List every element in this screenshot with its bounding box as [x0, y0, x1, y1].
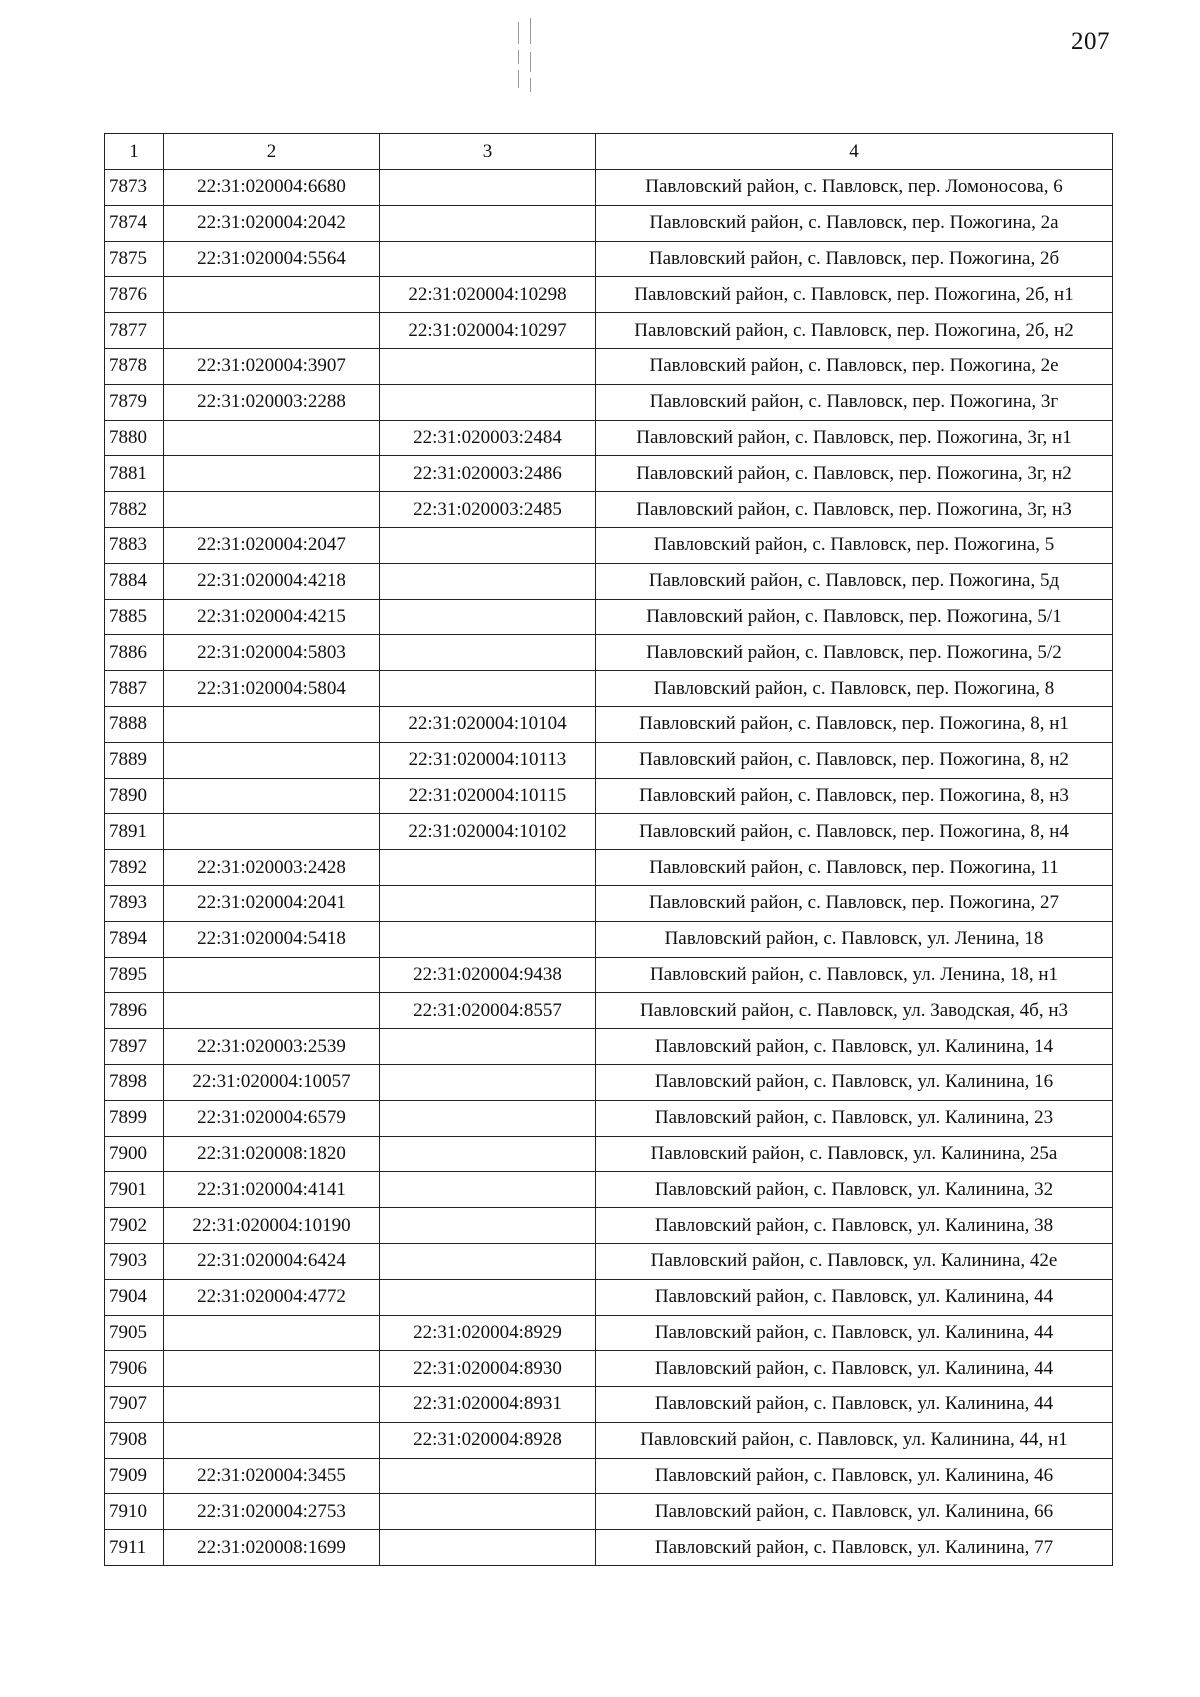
row-number: 7875: [105, 241, 164, 277]
row-number: 7910: [105, 1494, 164, 1530]
address: Павловский район, с. Павловск, пер. Пожогина, 3г, н1: [596, 420, 1113, 456]
land-cadastral-number: 22:31:020004:4218: [164, 563, 380, 599]
building-cadastral-number: 22:31:020004:10113: [380, 742, 596, 778]
table-row: [105, 527, 1113, 563]
table-row: [105, 706, 1113, 742]
address: Павловский район, с. Павловск, ул. Ленина, 18, н1: [596, 957, 1113, 993]
land-cadastral-number: [164, 1422, 380, 1458]
row-number: 7879: [105, 384, 164, 420]
row-number: 7909: [105, 1458, 164, 1494]
land-cadastral-number: 22:31:020004:2047: [164, 527, 380, 563]
building-cadastral-number: 22:31:020004:10115: [380, 778, 596, 814]
building-cadastral-number: [380, 1458, 596, 1494]
table-row: [105, 1315, 1113, 1351]
row-number: 7893: [105, 885, 164, 921]
address: Павловский район, с. Павловск, ул. Калинина, 44: [596, 1351, 1113, 1387]
row-number: 7883: [105, 527, 164, 563]
table-row: [105, 1458, 1113, 1494]
land-cadastral-number: 22:31:020004:2042: [164, 205, 380, 241]
row-number: 7885: [105, 599, 164, 635]
building-cadastral-number: [380, 1208, 596, 1244]
land-cadastral-number: 22:31:020004:2041: [164, 885, 380, 921]
table-row: [105, 1243, 1113, 1279]
building-cadastral-number: 22:31:020003:2486: [380, 456, 596, 492]
land-cadastral-number: 22:31:020004:3455: [164, 1458, 380, 1494]
address: Павловский район, с. Павловск, пер. Пожогина, 2е: [596, 348, 1113, 384]
scan-artifact: [512, 18, 542, 98]
row-number: 7904: [105, 1279, 164, 1315]
building-cadastral-number: 22:31:020004:8929: [380, 1315, 596, 1351]
table-header-row: [105, 134, 1113, 170]
address: Павловский район, с. Павловск, ул. Калинина, 38: [596, 1208, 1113, 1244]
building-cadastral-number: 22:31:020004:10298: [380, 277, 596, 313]
table-row: [105, 671, 1113, 707]
row-number: 7899: [105, 1100, 164, 1136]
row-number: 7880: [105, 420, 164, 456]
land-cadastral-number: 22:31:020004:6579: [164, 1100, 380, 1136]
building-cadastral-number: [380, 170, 596, 206]
row-number: 7908: [105, 1422, 164, 1458]
building-cadastral-number: [380, 885, 596, 921]
address: Павловский район, с. Павловск, пер. Пожогина, 3г, н2: [596, 456, 1113, 492]
table-row: [105, 170, 1113, 206]
building-cadastral-number: 22:31:020003:2484: [380, 420, 596, 456]
building-cadastral-number: 22:31:020004:8928: [380, 1422, 596, 1458]
land-cadastral-number: [164, 706, 380, 742]
address: Павловский район, с. Павловск, пер. Пожогина, 27: [596, 885, 1113, 921]
row-number: 7876: [105, 277, 164, 313]
row-number: 7907: [105, 1387, 164, 1423]
table-row: [105, 205, 1113, 241]
row-number: 7905: [105, 1315, 164, 1351]
address: Павловский район, с. Павловск, ул. Калинина, 46: [596, 1458, 1113, 1494]
row-number: 7894: [105, 921, 164, 957]
table-row: [105, 1172, 1113, 1208]
building-cadastral-number: [380, 563, 596, 599]
address: Павловский район, с. Павловск, пер. Пожогина, 3г: [596, 384, 1113, 420]
address: Павловский район, с. Павловск, ул. Калинина, 44, н1: [596, 1422, 1113, 1458]
address: Павловский район, с. Павловск, ул. Калинина, 32: [596, 1172, 1113, 1208]
table-row: [105, 1530, 1113, 1566]
column-header-1: 1: [105, 134, 164, 170]
land-cadastral-number: [164, 1315, 380, 1351]
table-row: [105, 599, 1113, 635]
row-number: 7877: [105, 313, 164, 349]
building-cadastral-number: [380, 921, 596, 957]
row-number: 7901: [105, 1172, 164, 1208]
address: Павловский район, с. Павловск, пер. Пожогина, 2б, н1: [596, 277, 1113, 313]
land-cadastral-number: 22:31:020003:2539: [164, 1029, 380, 1065]
table-row: [105, 957, 1113, 993]
land-cadastral-number: [164, 993, 380, 1029]
address: Павловский район, с. Павловск, пер. Пожогина, 8, н1: [596, 706, 1113, 742]
address: Павловский район, с. Павловск, пер. Пожогина, 5д: [596, 563, 1113, 599]
table-row: [105, 778, 1113, 814]
land-cadastral-number: 22:31:020003:2428: [164, 850, 380, 886]
table-body: [105, 170, 1113, 1566]
building-cadastral-number: 22:31:020004:10104: [380, 706, 596, 742]
row-number: 7889: [105, 742, 164, 778]
address: Павловский район, с. Павловск, пер. Пожогина, 3г, н3: [596, 492, 1113, 528]
row-number: 7906: [105, 1351, 164, 1387]
address: Павловский район, с. Павловск, пер. Пожогина, 8, н2: [596, 742, 1113, 778]
table-row: [105, 348, 1113, 384]
row-number: 7891: [105, 814, 164, 850]
row-number: 7887: [105, 671, 164, 707]
table-row: [105, 277, 1113, 313]
row-number: 7888: [105, 706, 164, 742]
building-cadastral-number: [380, 384, 596, 420]
land-cadastral-number: 22:31:020004:6424: [164, 1243, 380, 1279]
address: Павловский район, с. Павловск, ул. Калинина, 77: [596, 1530, 1113, 1566]
land-cadastral-number: 22:31:020003:2288: [164, 384, 380, 420]
building-cadastral-number: [380, 850, 596, 886]
table-row: [105, 492, 1113, 528]
building-cadastral-number: 22:31:020004:8931: [380, 1387, 596, 1423]
row-number: 7911: [105, 1530, 164, 1566]
building-cadastral-number: 22:31:020004:8930: [380, 1351, 596, 1387]
table-row: [105, 1208, 1113, 1244]
land-cadastral-number: 22:31:020004:4772: [164, 1279, 380, 1315]
row-number: 7903: [105, 1243, 164, 1279]
building-cadastral-number: 22:31:020004:10297: [380, 313, 596, 349]
table-row: [105, 1136, 1113, 1172]
address: Павловский район, с. Павловск, ул. Калинина, 42е: [596, 1243, 1113, 1279]
building-cadastral-number: [380, 1279, 596, 1315]
address: Павловский район, с. Павловск, ул. Калинина, 25а: [596, 1136, 1113, 1172]
land-cadastral-number: 22:31:020004:10190: [164, 1208, 380, 1244]
land-cadastral-number: [164, 492, 380, 528]
address: Павловский район, с. Павловск, ул. Калинина, 44: [596, 1387, 1113, 1423]
row-number: 7897: [105, 1029, 164, 1065]
building-cadastral-number: [380, 527, 596, 563]
building-cadastral-number: [380, 599, 596, 635]
address: Павловский район, с. Павловск, пер. Пожогина, 8, н3: [596, 778, 1113, 814]
address: Павловский район, с. Павловск, ул. Калинина, 66: [596, 1494, 1113, 1530]
table-row: [105, 1279, 1113, 1315]
address: Павловский район, с. Павловск, пер. Пожогина, 5/2: [596, 635, 1113, 671]
address: Павловский район, с. Павловск, пер. Пожогина, 8, н4: [596, 814, 1113, 850]
land-cadastral-number: 22:31:020004:5564: [164, 241, 380, 277]
building-cadastral-number: [380, 348, 596, 384]
table-row: [105, 850, 1113, 886]
table-row: [105, 1387, 1113, 1423]
land-cadastral-number: [164, 957, 380, 993]
address: Павловский район, с. Павловск, ул. Заводская, 4б, н3: [596, 993, 1113, 1029]
building-cadastral-number: [380, 1064, 596, 1100]
table-row: [105, 1064, 1113, 1100]
building-cadastral-number: [380, 1530, 596, 1566]
table-row: [105, 563, 1113, 599]
table-row: [105, 742, 1113, 778]
building-cadastral-number: [380, 635, 596, 671]
address: Павловский район, с. Павловск, пер. Пожогина, 2б, н2: [596, 313, 1113, 349]
column-header-2: 2: [164, 134, 380, 170]
land-cadastral-number: 22:31:020008:1699: [164, 1530, 380, 1566]
address: Павловский район, с. Павловск, пер. Ломоносова, 6: [596, 170, 1113, 206]
land-cadastral-number: [164, 742, 380, 778]
row-number: 7886: [105, 635, 164, 671]
address: Павловский район, с. Павловск, пер. Пожогина, 2а: [596, 205, 1113, 241]
row-number: 7881: [105, 456, 164, 492]
land-cadastral-number: [164, 1351, 380, 1387]
table-row: [105, 420, 1113, 456]
table-row: [105, 1029, 1113, 1065]
land-cadastral-number: [164, 778, 380, 814]
table-row: [105, 241, 1113, 277]
land-cadastral-number: 22:31:020004:5418: [164, 921, 380, 957]
address: Павловский район, с. Павловск, ул. Ленина, 18: [596, 921, 1113, 957]
building-cadastral-number: [380, 241, 596, 277]
building-cadastral-number: [380, 1136, 596, 1172]
building-cadastral-number: 22:31:020004:8557: [380, 993, 596, 1029]
land-cadastral-number: 22:31:020004:10057: [164, 1064, 380, 1100]
column-header-4: 4: [596, 134, 1113, 170]
row-number: 7882: [105, 492, 164, 528]
row-number: 7898: [105, 1064, 164, 1100]
table-row: [105, 313, 1113, 349]
table-row: [105, 993, 1113, 1029]
land-cadastral-number: 22:31:020004:4141: [164, 1172, 380, 1208]
land-cadastral-number: 22:31:020004:3907: [164, 348, 380, 384]
address: Павловский район, с. Павловск, ул. Калинина, 14: [596, 1029, 1113, 1065]
building-cadastral-number: 22:31:020004:10102: [380, 814, 596, 850]
table-row: [105, 1422, 1113, 1458]
row-number: 7884: [105, 563, 164, 599]
building-cadastral-number: [380, 1100, 596, 1136]
address: Павловский район, с. Павловск, пер. Пожогина, 5/1: [596, 599, 1113, 635]
land-cadastral-number: [164, 313, 380, 349]
land-cadastral-number: [164, 420, 380, 456]
row-number: 7895: [105, 957, 164, 993]
land-cadastral-number: 22:31:020004:2753: [164, 1494, 380, 1530]
building-cadastral-number: 22:31:020003:2485: [380, 492, 596, 528]
table-row: [105, 921, 1113, 957]
land-cadastral-number: [164, 1387, 380, 1423]
land-cadastral-number: [164, 277, 380, 313]
land-cadastral-number: 22:31:020004:6680: [164, 170, 380, 206]
table-row: [105, 885, 1113, 921]
row-number: 7896: [105, 993, 164, 1029]
row-number: 7890: [105, 778, 164, 814]
building-cadastral-number: [380, 1029, 596, 1065]
row-number: 7892: [105, 850, 164, 886]
land-cadastral-number: [164, 814, 380, 850]
registry-table: [104, 133, 1113, 1566]
row-number: 7873: [105, 170, 164, 206]
row-number: 7878: [105, 348, 164, 384]
building-cadastral-number: [380, 205, 596, 241]
land-cadastral-number: 22:31:020004:5803: [164, 635, 380, 671]
land-cadastral-number: [164, 456, 380, 492]
address: Павловский район, с. Павловск, пер. Пожогина, 5: [596, 527, 1113, 563]
row-number: 7900: [105, 1136, 164, 1172]
row-number: 7902: [105, 1208, 164, 1244]
building-cadastral-number: 22:31:020004:9438: [380, 957, 596, 993]
address: Павловский район, с. Павловск, ул. Калинина, 44: [596, 1315, 1113, 1351]
address: Павловский район, с. Павловск, пер. Пожогина, 11: [596, 850, 1113, 886]
row-number: 7874: [105, 205, 164, 241]
table-row: [105, 456, 1113, 492]
address: Павловский район, с. Павловск, пер. Пожогина, 8: [596, 671, 1113, 707]
building-cadastral-number: [380, 1172, 596, 1208]
column-header-3: 3: [380, 134, 596, 170]
address: Павловский район, с. Павловск, ул. Калинина, 44: [596, 1279, 1113, 1315]
land-cadastral-number: 22:31:020004:5804: [164, 671, 380, 707]
address: Павловский район, с. Павловск, пер. Пожогина, 2б: [596, 241, 1113, 277]
building-cadastral-number: [380, 1494, 596, 1530]
table-row: [105, 1351, 1113, 1387]
building-cadastral-number: [380, 671, 596, 707]
address: Павловский район, с. Павловск, ул. Калинина, 16: [596, 1064, 1113, 1100]
table-row: [105, 1100, 1113, 1136]
table-row: [105, 635, 1113, 671]
land-cadastral-number: 22:31:020004:4215: [164, 599, 380, 635]
table-row: [105, 1494, 1113, 1530]
address: Павловский район, с. Павловск, ул. Калинина, 23: [596, 1100, 1113, 1136]
building-cadastral-number: [380, 1243, 596, 1279]
page-number: 207: [1071, 28, 1110, 55]
table-row: [105, 814, 1113, 850]
land-cadastral-number: 22:31:020008:1820: [164, 1136, 380, 1172]
table-row: [105, 384, 1113, 420]
